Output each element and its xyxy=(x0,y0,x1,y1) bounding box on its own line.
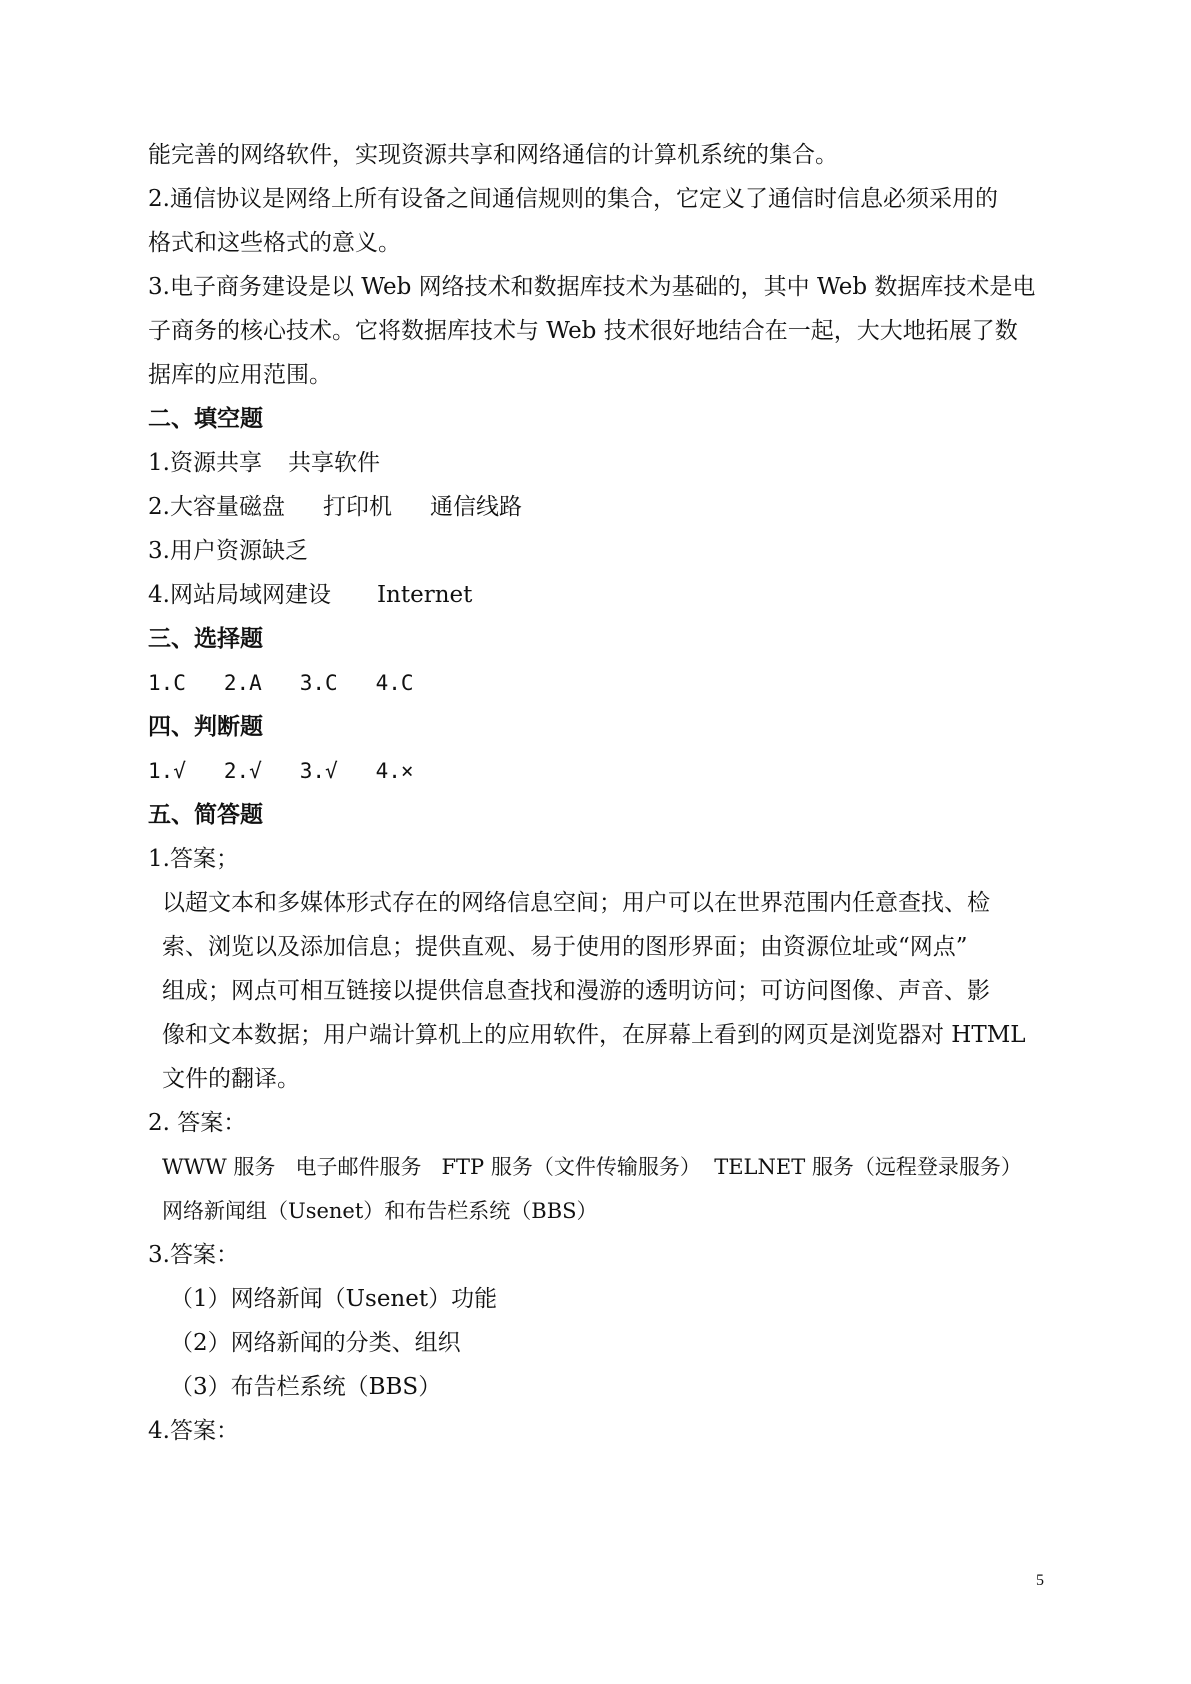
intro-item-3-line-3: 据库的应用范围。 xyxy=(148,362,332,388)
fill-blank-1a: 1.资源共享 xyxy=(148,450,262,476)
short-answer-4-label: 4.答案： xyxy=(148,1418,239,1444)
fill-blank-1b: 共享软件 xyxy=(287,450,380,476)
short-answer-1-line-4: 像和文本数据；用户端计算机上的应用软件，在屏幕上看到的网页是浏览器对 HTML xyxy=(162,1022,1026,1048)
fill-blank-2c: 通信线路 xyxy=(429,494,522,520)
fill-blank-answer-3: 3.用户资源缺乏 xyxy=(148,538,308,564)
intro-line-1: 能完善的网络软件，实现资源共享和网络通信的计算机系统的集合。 xyxy=(148,142,838,168)
short-answer-1-line-3: 组成；网点可相互链接以提供信息查找和漫游的透明访问；可访问图像、声音、影 xyxy=(162,978,990,1004)
fill-blank-2a: 2.大容量磁盘 xyxy=(148,494,285,520)
short-answer-2-line-1: WWW 服务 电子邮件服务 FTP 服务（文件传输服务） TELNET 服务（远程登录服务） xyxy=(162,1155,1022,1179)
fill-blank-2b: 打印机 xyxy=(322,494,392,520)
intro-item-3-line-1: 3.电子商务建设是以 Web 网络技术和数据库技术为基础的，其中 Web 数据库技术是电 xyxy=(148,274,1036,300)
intro-item-3-line-2: 子商务的核心技术。它将数据库技术与 Web 技术很好地结合在一起，大大地拓展了数 xyxy=(148,318,1018,344)
judgement-answers: 1.√ 2.√ 3.√ 4.× xyxy=(148,759,414,783)
fill-blank-answer-4 xyxy=(148,580,1048,610)
short-answer-3-item-3: （3）布告栏系统（BBS） xyxy=(170,1374,442,1400)
page-number: 5 xyxy=(1036,1572,1044,1589)
fill-blank-answer-1 xyxy=(148,448,1048,478)
short-answer-3-item-2: （2）网络新闻的分类、组织 xyxy=(170,1330,461,1356)
short-answer-1-label: 1.答案； xyxy=(148,846,239,872)
section-2-heading: 二、填空题 xyxy=(148,406,263,432)
intro-item-2-line-1: 2.通信协议是网络上所有设备之间通信规则的集合，它定义了通信时信息必须采用的 xyxy=(148,186,998,212)
section-5-heading: 五、简答题 xyxy=(148,802,263,828)
short-answer-2-line-2: 网络新闻组（Usenet）和布告栏系统（BBS） xyxy=(162,1199,598,1223)
fill-blank-4a: 4.网站局域网建设 xyxy=(148,582,331,608)
short-answer-1-line-2: 索、浏览以及添加信息；提供直观、易于使用的图形界面；由资源位址或“网点” xyxy=(162,934,968,960)
short-answer-1-line-1: 以超文本和多媒体形式存在的网络信息空间；用户可以在世界范围内任意查找、检 xyxy=(162,890,990,916)
section-4-heading: 四、判断题 xyxy=(148,714,263,740)
short-answer-3-item-1: （1）网络新闻（Usenet）功能 xyxy=(170,1286,498,1312)
section-3-heading: 三、选择题 xyxy=(148,626,263,652)
choice-answers: 1.C 2.A 3.C 4.C xyxy=(148,671,414,695)
short-answer-2-label: 2. 答案： xyxy=(148,1110,247,1136)
intro-item-2-line-2: 格式和这些格式的意义。 xyxy=(148,230,401,256)
fill-blank-answer-2 xyxy=(148,492,1048,522)
fill-blank-4b: Internet xyxy=(376,582,473,608)
short-answer-3-label: 3.答案： xyxy=(148,1242,239,1268)
short-answer-1-line-5: 文件的翻译。 xyxy=(162,1066,300,1092)
